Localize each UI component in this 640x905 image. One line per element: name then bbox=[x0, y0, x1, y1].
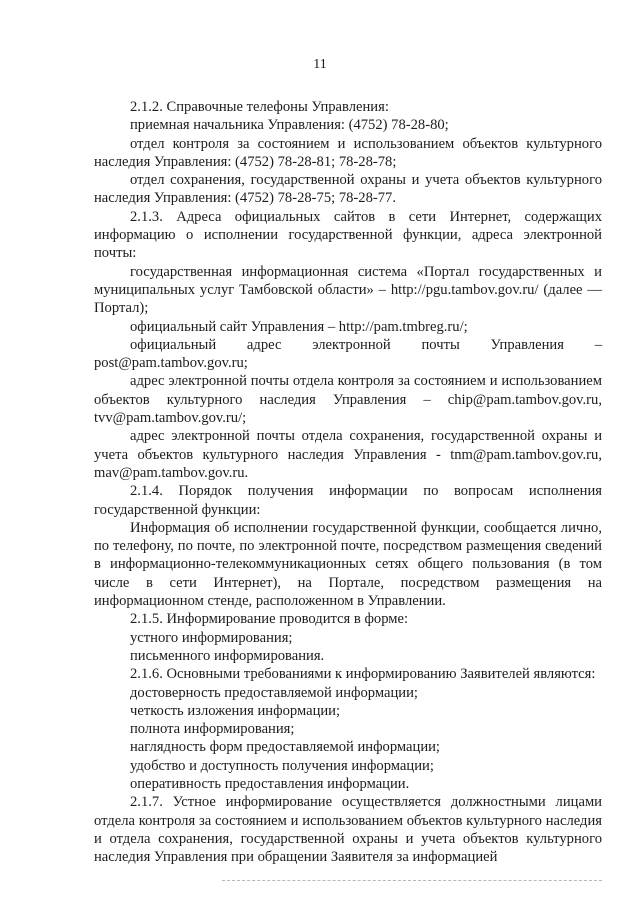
requirement-clarity: четкость изложения информации; bbox=[130, 702, 341, 719]
requirement-completeness: полнота информирования; bbox=[130, 721, 295, 738]
section-2-1-7-text: 2.1.7. Устное информирование осуществляется должностными лицами отдела контроля за состоянием и использованием объектов культурного наследия и отдела сохранения, государственной охраны и учета объектов культурного наследия Управления при обращении Заявителя за информацией bbox=[94, 794, 602, 866]
requirement-promptness: оперативность предоставления информации. bbox=[130, 775, 410, 792]
form-oral: устного информирования; bbox=[130, 629, 293, 646]
official-site: официальный сайт Управления – http://pam.tmbreg.ru/; bbox=[130, 318, 468, 335]
information-channels: Информация об исполнении государственной функции, сообщается лично, по телефону, по почте, по электронной почте, посредством размещения сведений в информационно-телекоммуникационных сетях общего пользования (в том числе в сети Интернет), на Портале, посредством размещения на информационном стенде, расположенном в Управлении. bbox=[94, 519, 602, 610]
section-2-1-2-heading: 2.1.2. Справочные телефоны Управления: bbox=[130, 99, 389, 115]
control-dept-email: адрес электронной почты отдела контроля за состоянием и использованием объектов культурного наследия Управления – chip@pam.tambov.gov.ru, tvv@pam.tambov.gov.ru/; bbox=[94, 373, 602, 427]
phone-preservation-dept: отдел сохранения, государственной охраны и учета объектов культурного наследия Управления: (4752) 78-28-75; 78-28-77. bbox=[94, 172, 602, 207]
requirement-reliability: достоверность предоставляемой информации; bbox=[130, 684, 418, 701]
section-2-1-4-heading: 2.1.4. Порядок получения информации по вопросам исполнения государственной функции: bbox=[94, 483, 602, 518]
page-number: 11 bbox=[313, 57, 327, 72]
requirement-convenience: удобство и доступность получения информации; bbox=[130, 757, 434, 774]
preservation-dept-email: адрес электронной почты отдела сохранения, государственной охраны и учета объектов культурного наследия Управления - tnm@pam.tambov.gov.ru, mav@pam.tambov.gov.ru. bbox=[94, 428, 602, 481]
requirement-visual-forms: наглядность форм предоставляемой информации; bbox=[130, 739, 440, 756]
section-2-1-5-heading: 2.1.5. Информирование проводится в форме: bbox=[130, 611, 409, 628]
section-2-1-3-heading: 2.1.3. Адреса официальных сайтов в сети Интернет, содержащих информацию о исполнении государственной функции, адреса электронной почты: bbox=[94, 208, 602, 262]
document-body bbox=[94, 98, 602, 866]
footer-divider bbox=[222, 880, 602, 881]
phone-reception: приемная начальника Управления: (4752) 78-28-80; bbox=[130, 117, 449, 134]
section-2-1-6-heading: 2.1.6. Основными требованиями к информированию Заявителей являются: bbox=[130, 666, 596, 683]
official-email: официальный адрес электронной почты Управления – post@pam.tambov.gov.ru; bbox=[94, 336, 602, 372]
portal-address: государственная информационная система «Портал государственных и муниципальных услуг Тамбовской области» – http://pgu.tambov.gov.ru/ (далее — Портал); bbox=[94, 263, 602, 317]
phone-control-dept: отдел контроля за состоянием и использованием объектов культурного наследия Управления: (4752) 78-28-81; 78-28-78; bbox=[94, 135, 602, 170]
form-written: письменного информирования. bbox=[130, 647, 325, 664]
